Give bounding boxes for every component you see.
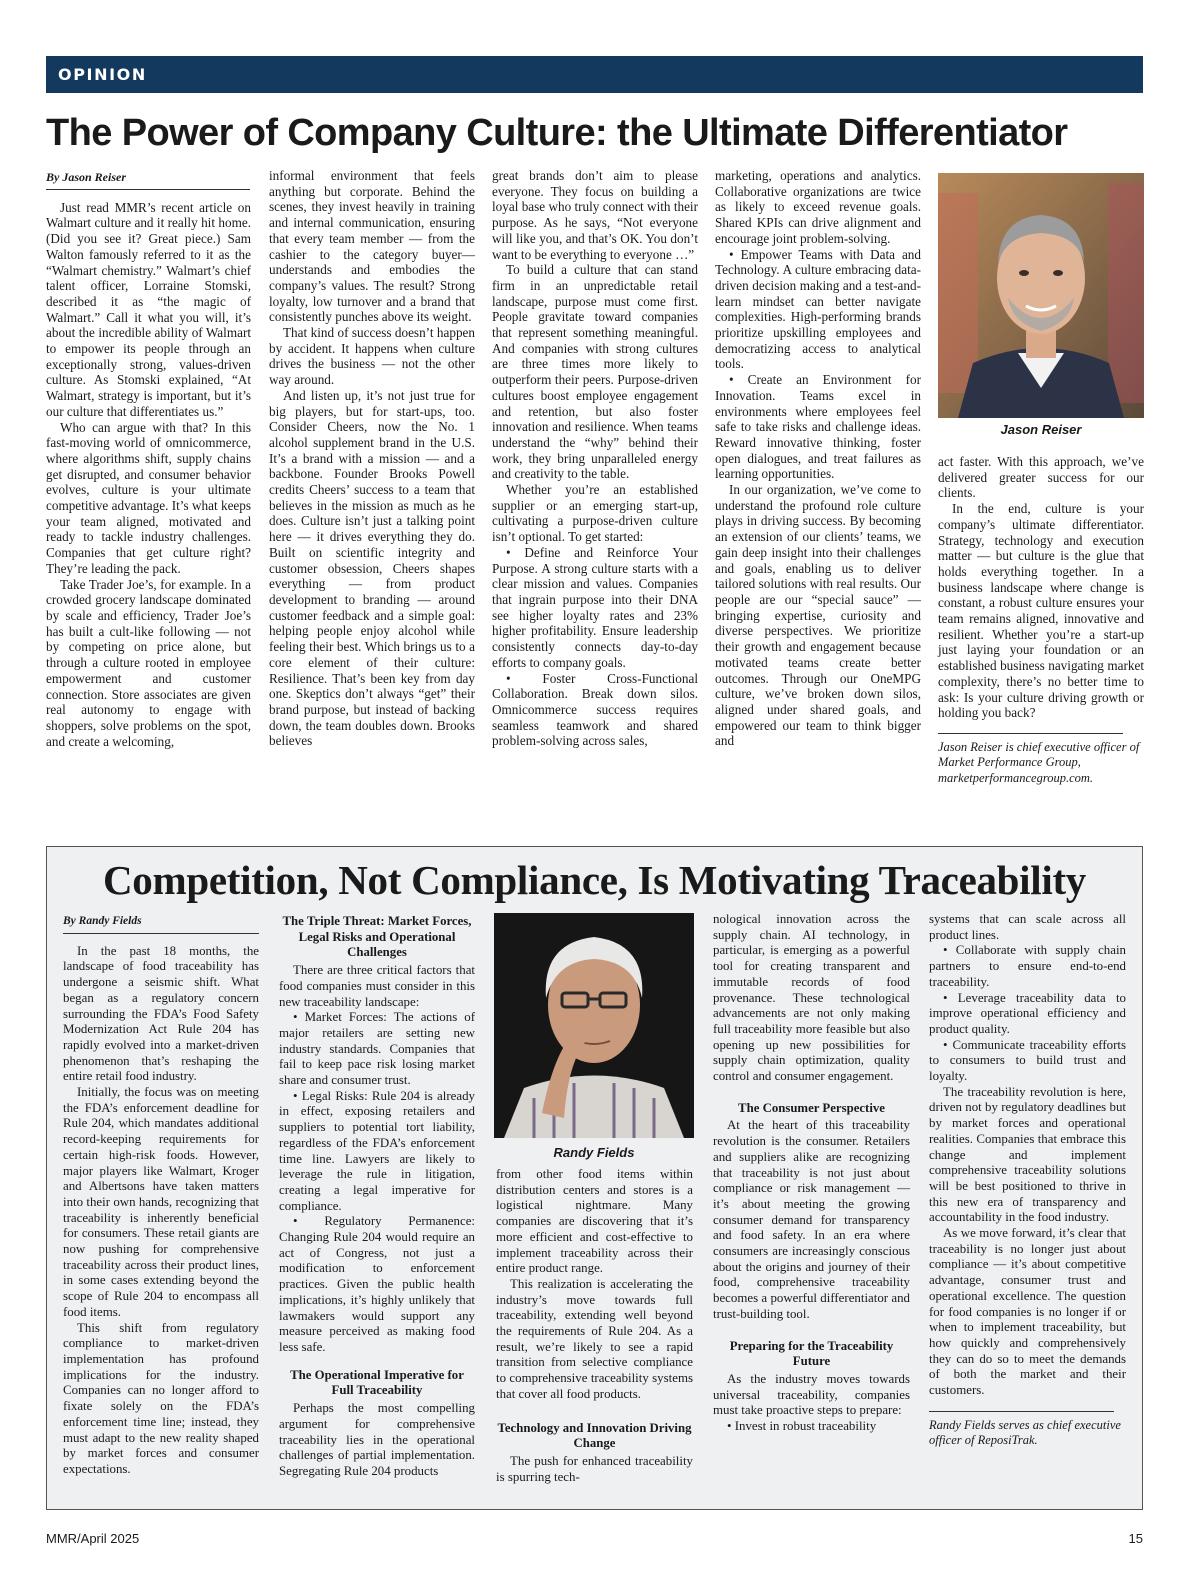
paragraph: • Empower Teams with Data and Technology. A culture embracing data-driven decision making and a test-and-learn mindset can better navigate complexities. High-performing brands prioritize upskilling employees and democratizing access to analytical tools.: [715, 246, 921, 372]
article1-column-4: [715, 168, 921, 749]
footer-publication: MMR/April 2025: [46, 1531, 140, 1546]
subheading: Technology and Innovation Driving Change: [497, 1420, 692, 1451]
paragraph: • Create an Environment for Innovation. Teams excel in environments where employees feel safe to take risks and challenge ideas. Reward innovative thinking, foster open dialogues, and treat failures as learning opportunities.: [715, 372, 921, 482]
randy-fields-portrait: [494, 913, 694, 1138]
author-photo: [938, 173, 1144, 418]
paragraph: • Collaborate with supply chain partners to ensure end-to-end traceability.: [929, 943, 1126, 989]
byline: By Jason Reiser: [46, 170, 250, 190]
article-title-rest: the Ultimate Differentiator: [607, 112, 1068, 154]
paragraph: In the past 18 months, the landscape of food traceability has undergone a seismic shift. What began as a regulatory concern surrounding the FDA’s Food Safety Modernization Act Rule 204 has rapidly evolved into a market-driven phenomenon that’s reshaping the entire retail food industry.: [63, 943, 259, 1084]
divider: [938, 733, 1123, 734]
paragraph: nological innovation across the supply chain. AI technology, in particular, is emerging as a powerful tool for creating transparent and immutable records of food provenance. These technological advancements are not only making full traceability more feasible but also opening up new possibilities for supply chain optimization, quality control and consumer engagement.: [713, 912, 910, 1084]
paragraph: • Define and Reinforce Your Purpose. A strong culture starts with a clear mission and values. Companies that ingrain purpose into their DNA see higher loyalty rates and 23% higher profitability. Ensure leadership consistently connects day-to-day efforts to company goals.: [492, 544, 698, 670]
article2-column-2: [279, 914, 475, 1480]
paragraph: This realization is accelerating the industry’s move towards full traceability, extending well beyond the requirements of Rule 204. As a result, we’re likely to see a rapid transition from selective compliance to comprehensive traceability systems that cover all food products.: [496, 1276, 693, 1401]
article2-column-5: [929, 912, 1126, 1449]
paragraph: As the industry moves towards universal traceability, companies must take proactive steps to prepare:: [713, 1371, 910, 1418]
paragraph: As we move forward, it’s clear that traceability is no longer just about compliance — it’s about competitive advantage, consumer trust and operational excellence. The question for food companies is no longer if or when to implement traceability, but how quickly and comprehensively they can do so to meet the demands of both the market and their customers.: [929, 1226, 1126, 1398]
byline: By Randy Fields: [63, 914, 259, 934]
paragraph: • Legal Risks: Rule 204 is already in effect, exposing retailers and suppliers to potential tort liability, regardless of the FDA’s enforcement time line. Lawyers are likely to leverage the rule in litigation, creating a legal imperative for compliance.: [279, 1088, 475, 1213]
paragraph: And listen up, it’s not just true for big players, but for start-ups, too. Consider Cheers, now the No. 1 alcohol supplement brand in the U.S. It’s a brand with a mission — and a backbone. Founder Brooks Powell credits Cheers’ success to a team that believes in the mission as much as he does. Culture isn’t just a talking point here — it drives everything they do. Built on scientific integrity and customer obsession, Cheers shapes everything — from product development to branding — around customer feedback and a simple goal: helping people enjoy alcohol while feeling their best. Which brings us to a core element of their culture: Resilience. That’s been key from day one. Skeptics don’t always “get” their brand purpose, but instead of backing down, the team doubles down. Brooks believes: [269, 387, 475, 749]
article2-column-4: [713, 912, 910, 1435]
paragraph: • Regulatory Permanence: Changing Rule 204 would require an act of Congress, not just a modification to enforcement practices. Given the public health implications, it’s highly unlikely that lawmakers would support any measure perceived as making food less safe.: [279, 1214, 475, 1354]
paragraph: The push for enhanced traceability is spurring tech-: [496, 1453, 693, 1484]
divider: [929, 1411, 1114, 1412]
paragraph: There are three critical factors that food companies must consider in this new traceability landscape:: [279, 963, 475, 1009]
paragraph: In the end, culture is your company’s ultimate differentiator. Strategy, technology and execution matter — but culture is the glue that holds everything together. In a business landscape where change is constant, a robust culture ensures your team remains aligned, innovative and resilient. Whether you’re a start-up just laying your foundation or an established business navigating market complexity, there’s no better time to ask: Is your culture driving growth or holding you back?: [938, 501, 1144, 721]
paragraph: At the heart of this traceability revolution is the consumer. Retailers and suppliers alike are recognizing that traceability is not just about compliance or risk management — it’s about meeting the growing consumer demand for transparency and food safety. In an era where consumers are increasingly conscious about the origins and journey of their food, comprehensive traceability becomes a powerful differentiator and trust-building tool.: [713, 1118, 910, 1321]
article2-column-3: [496, 1167, 693, 1485]
paragraph: • Foster Cross-Functional Collaboration. Break down silos. Omnicommerce success requires seamless teamwork and shared problem-solving across sales,: [492, 670, 698, 749]
paragraph: Take Trader Joe’s, for example. In a crowded grocery landscape dominated by scale and efficiency, Trader Joe’s has built a cult-like following — not by competing on price alone, but through a culture rooted in employee empowerment and customer connection. Store associates are given real autonomy to engage with shoppers, solve problems on the spot, and create a welcoming,: [46, 576, 251, 749]
article-title: [46, 112, 1156, 155]
paragraph: • Invest in robust traceability: [727, 1419, 877, 1434]
author-photo: [494, 913, 694, 1138]
paragraph: act faster. With this approach, we’ve delivered greater success for our clients.: [938, 454, 1144, 501]
paragraph: Initially, the focus was on meeting the FDA’s enforcement deadline for Rule 204, which mandates additional record-keeping requirements for certain high-risk foods. However, major players like Walmart, Kroger and Albertsons have taken matters into their own hands, recognizing that traceability is inherently beneficial for consumers. These retail giants are now pushing for comprehensive traceability across their product lines, in some cases extending beyond the scope of Rule 204 to encompass all food items.: [63, 1085, 259, 1319]
paragraph: Whether you’re an established supplier or an emerging start-up, cultivating a purpose-driven culture isn’t optional. To get started:: [492, 482, 698, 545]
paragraph: • Leverage traceability data to improve operational efficiency and product quality.: [929, 990, 1126, 1036]
jason-reiser-portrait: [938, 173, 1144, 418]
paragraph: Who can argue with that? In this fast-moving world of omnicommerce, where algorithms shift, supply chains get disrupted, and consumer behavior evolves, culture is your ultimate competitive advantage. It’s what keeps your team aligned, motivated and ready to tackle industry challenges. Companies that get culture right? They’re leading the pack.: [46, 419, 251, 576]
paragraph: systems that can scale across all product lines.: [929, 912, 1126, 942]
article2-title: Competition, Not Compliance, Is Motivating Traceability: [103, 857, 1086, 903]
article2-column-1: [63, 914, 259, 1478]
paragraph: Perhaps the most compelling argument for comprehensive traceability lies in the operational challenges of partial implementation. Segregating Rule 204 products: [279, 1401, 475, 1478]
article1-column-2: [269, 168, 475, 749]
paragraph: This shift from regulatory compliance to market-driven implementation has profound implications for the industry. Companies can no longer afford to fixate solely on the FDA’s enforcement time line; instead, they must adapt to the new reality shaped by market forces and consumer expectations.: [63, 1320, 259, 1476]
paragraph: • Communicate traceability efforts to consumers to build trust and loyalty.: [929, 1037, 1126, 1084]
paragraph: In our organization, we’ve come to understand the profound role culture plays in driving success. By becoming an extension of our clients’ teams, we gain deep insight into their challenges and goals, enabling us to deliver tailored solutions with real results. Our people are our “special sauce” — bringing expertise, curiosity and diverse perspectives. We prioritize their growth and engagement because motivated teams create better outcomes. Through our OneMPG culture, we’ve broken down silos, aligned under shared goals, and empowered our team to think bigger and: [715, 482, 921, 749]
paragraph: To build a culture that can stand firm in an unpredictable retail landscape, purpose must come first. People gravitate toward companies that represent something meaningful. And companies with strong cultures are three times more likely to outperform their peers. Purpose-driven cultures boost employee engagement and retention, but also foster innovation and resilience. When teams understand the “why” behind their work, they bring unparalleled energy and creativity to the table.: [492, 262, 698, 482]
paragraph: great brands don’t aim to please everyone. They focus on building a loyal base who truly connect with their purpose. As he says, “Not everyone will like you, and that’s OK. You don’t want to be everything to everyone …”: [492, 168, 698, 262]
paragraph: The traceability revolution is here, driven not by regulatory deadlines but by market forces and operational realities. Companies that embrace this change and implement comprehensive traceability solutions will be best positioned to thrive in this new era of transparency and accountability in the food industry.: [929, 1084, 1126, 1225]
photo-caption: Randy Fields: [553, 1145, 635, 1160]
paragraph: from other food items within distribution centers and stores is a logistical nightmare. Many companies are discovering that it’s more efficient and cost-effective to implement traceability across their entire product range.: [496, 1167, 693, 1276]
subheading: Preparing for the Traceability Future: [729, 1338, 894, 1369]
article1-column-5: [938, 454, 1144, 786]
page-number: 15: [1128, 1531, 1143, 1546]
paragraph: marketing, operations and analytics. Collaborative organizations are twice as likely to exceed revenue goals. Shared KPIs can drive alignment and encourage joint problem-solving.: [715, 168, 921, 246]
subheading: The Triple Threat: Market Forces, Legal Risks and Operational Challenges: [282, 914, 472, 960]
photo-caption: Jason Reiser: [1000, 422, 1082, 437]
paragraph: • Market Forces: The actions of major retailers are setting new industry standards. Companies that fail to keep pace risk losing market share and consumer trust.: [279, 1010, 475, 1088]
paragraph: That kind of success doesn’t happen by accident. It happens when culture drives the business — not the other way around.: [269, 325, 475, 388]
article1-column-1: [46, 170, 251, 749]
subheading: The Consumer Perspective: [738, 1100, 885, 1115]
subheading: The Operational Imperative for Full Traceability: [290, 1367, 464, 1398]
article-title-bold: The Power of Company Culture:: [46, 112, 608, 154]
section-label: OPINION: [58, 65, 147, 84]
section-banner: [46, 56, 1143, 93]
article1-column-3: [492, 168, 698, 749]
author-bio: Jason Reiser is chief executive officer of Market Performance Group, marketperformancegroup.com.: [938, 739, 1140, 785]
author-bio: Randy Fields serves as chief executive officer of ReposiTrak.: [929, 1417, 1121, 1448]
paragraph: informal environment that feels anything but corporate. Behind the scenes, they invest heavily in training and internal communication, ensuring that every team member — from the cashier to the category buyer—understands and embodies the company’s values. The result? Strong loyalty, low turnover and a brand that consistently punches above its weight.: [269, 168, 475, 325]
paragraph: Just read MMR’s recent article on Walmart culture and it really hit home. (Did you see it? Great piece.) Sam Walton famously referred to it as the “Walmart chemistry.” Walmart’s chief talent officer, Lorraine Stomski, described it as “the magic of Walmart.” Call it what you will, it’s about the incredible ability of Walmart to empower its people through an exceptionally strong, values-driven culture. As Stomski explained, “At Walmart, strategy is important, but it’s our culture that differentiates us.”: [46, 199, 251, 419]
